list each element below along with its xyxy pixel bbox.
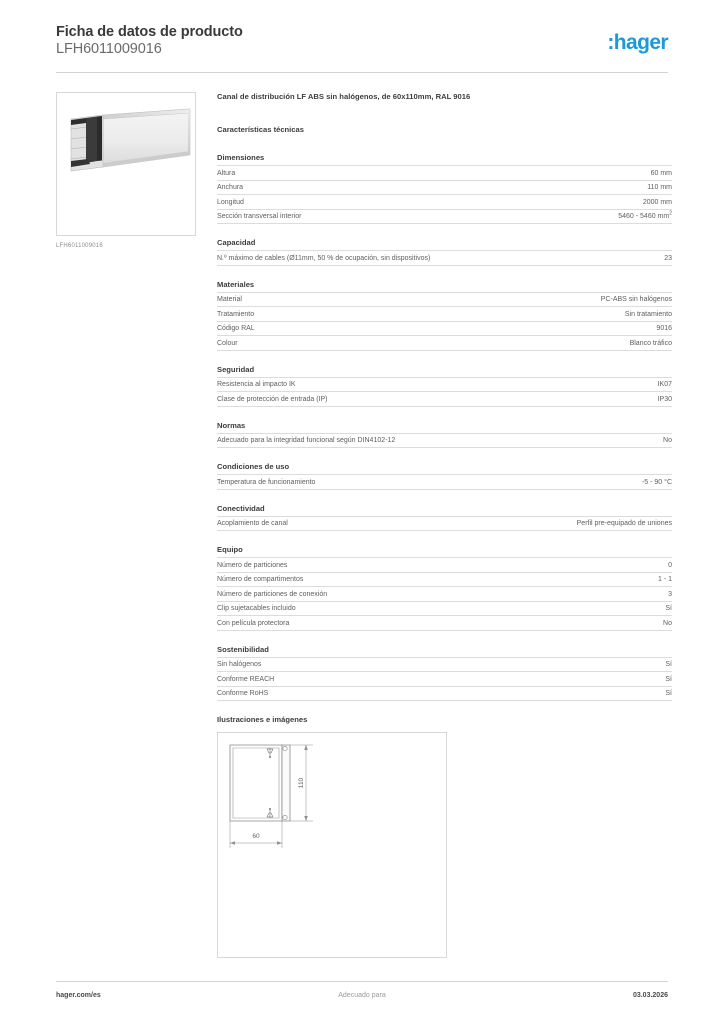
table-row <box>217 558 672 573</box>
spec-group-title: Materiales <box>217 279 255 289</box>
spec-label: Clip sujetacables incluido <box>217 601 504 616</box>
spec-value: 9016 <box>504 321 672 336</box>
spec-value: 2000 mm <box>504 195 672 210</box>
spec-group <box>217 462 672 490</box>
table-row <box>217 180 672 195</box>
table-row <box>217 516 672 531</box>
page-title: Ficha de datos de producto <box>56 24 243 40</box>
product-reference: LFH6011009016 <box>56 41 162 57</box>
table-row <box>217 321 672 336</box>
table-row <box>217 686 672 701</box>
spec-table <box>217 292 672 351</box>
table-row <box>217 292 672 307</box>
spec-group-title: Seguridad <box>217 364 255 374</box>
header-divider <box>56 72 668 73</box>
table-row <box>217 166 672 181</box>
spec-group <box>217 365 672 407</box>
spec-group <box>217 421 672 449</box>
footer-website[interactable]: hager.com/es <box>56 992 101 999</box>
spec-value: 23 <box>504 251 672 266</box>
spec-group <box>217 153 672 224</box>
spec-table <box>217 516 672 532</box>
table-row <box>217 433 672 448</box>
spec-label: Tratamiento <box>217 307 504 322</box>
hager-logo: :hager <box>607 31 668 54</box>
spec-group-title: Normas <box>217 420 246 430</box>
spec-value: 3 <box>504 587 672 602</box>
drawing-width-label: 60 <box>252 833 260 840</box>
page-footer <box>56 992 668 1006</box>
spec-group <box>217 280 672 351</box>
spec-value-text: 5460 - 5460 mm <box>618 213 670 221</box>
table-row <box>217 475 672 490</box>
spec-label: Sin halógenos <box>217 657 504 672</box>
spec-value: Blanco tráfico <box>504 336 672 351</box>
spec-label: Acoplamiento de canal <box>217 516 504 531</box>
page-header <box>56 24 668 72</box>
spec-group <box>217 645 672 702</box>
spec-group-title: Dimensiones <box>217 153 265 162</box>
spec-label: Colour <box>217 336 504 351</box>
spec-group-title: Condiciones de uso <box>217 462 290 471</box>
table-row <box>217 601 672 616</box>
spec-group <box>217 504 672 532</box>
product-photo <box>56 92 196 236</box>
spec-value-superscript: 2 <box>669 210 672 217</box>
spec-group-title: Equipo <box>217 545 243 554</box>
spec-group-title: Sostenibilidad <box>217 644 269 654</box>
table-row <box>217 336 672 351</box>
technical-characteristics-heading: Características técnicas <box>217 125 304 134</box>
spec-value: Perfil pre-equipado de uniones <box>504 516 672 531</box>
table-row <box>217 307 672 322</box>
spec-value: Sí <box>504 672 672 687</box>
spec-value: 60 mm <box>504 166 672 181</box>
spec-value: Sí <box>504 686 672 701</box>
spec-value: No <box>504 433 672 448</box>
spec-label: Resistencia al impacto IK <box>217 377 504 392</box>
product-name: Canal de distribución LF ABS sin halógenos, de 60x110mm, RAL 9016 <box>217 92 471 101</box>
spec-label: Conforme REACH <box>217 672 504 687</box>
spec-table <box>217 165 672 224</box>
table-row <box>217 251 672 266</box>
main-content <box>217 92 672 958</box>
spec-table <box>217 377 672 407</box>
spec-label: N.º máximo de cables (Ø11mm, 50 % de ocupación, sin dispositivos) <box>217 251 504 266</box>
spec-table <box>217 557 672 631</box>
table-row <box>217 616 672 631</box>
spec-group <box>217 545 672 631</box>
table-row <box>217 392 672 407</box>
spec-value: PC-ABS sin halógenos <box>504 292 672 307</box>
spec-label: Temperatura de funcionamiento <box>217 475 504 490</box>
table-row <box>217 572 672 587</box>
technical-drawing-svg <box>218 733 446 957</box>
spec-value: IP30 <box>504 392 672 407</box>
spec-label: Número de compartimentos <box>217 572 504 587</box>
spec-value: Sin tratamiento <box>504 307 672 322</box>
spec-label: Material <box>217 292 504 307</box>
spec-label: Longitud <box>217 195 504 210</box>
spec-table <box>217 433 672 449</box>
spec-value <box>504 209 672 224</box>
spec-label: Código RAL <box>217 321 504 336</box>
spec-label: Número de particiones <box>217 558 504 573</box>
spec-value: IK07 <box>504 377 672 392</box>
spec-group-title: Conectividad <box>217 503 265 513</box>
spec-value: Sí <box>504 601 672 616</box>
table-row <box>217 657 672 672</box>
spec-label: Número de particiones de conexión <box>217 587 504 602</box>
product-photo-image <box>57 93 195 235</box>
spec-label: Adecuado para la integridad funcional según DIN4102-12 <box>217 433 504 448</box>
spec-value: 110 mm <box>504 180 672 195</box>
spec-table <box>217 657 672 702</box>
specifications-container <box>217 153 672 701</box>
spec-value: -5 - 90 °C <box>504 475 672 490</box>
table-row <box>217 377 672 392</box>
footer-note: Adecuado para <box>338 992 386 999</box>
spec-value: 1 - 1 <box>504 572 672 587</box>
spec-label: Clase de protección de entrada (IP) <box>217 392 504 407</box>
footer-divider <box>56 981 668 982</box>
spec-group-title: Capacidad <box>217 238 256 247</box>
table-row <box>217 209 672 224</box>
spec-table <box>217 474 672 490</box>
illustrations-heading: Ilustraciones e imágenes <box>217 715 308 724</box>
spec-label: Anchura <box>217 180 504 195</box>
product-photo-caption: LFH6011009016 <box>56 243 103 249</box>
spec-value: Sí <box>504 657 672 672</box>
spec-label: Sección transversal interior <box>217 209 504 224</box>
table-row <box>217 587 672 602</box>
technical-drawing <box>217 732 447 958</box>
spec-value: 0 <box>504 558 672 573</box>
spec-value: No <box>504 616 672 631</box>
table-row <box>217 672 672 687</box>
spec-label: Con película protectora <box>217 616 504 631</box>
table-row <box>217 195 672 210</box>
footer-date: 03.03.2026 <box>632 992 668 999</box>
spec-label: Conforme RoHS <box>217 686 504 701</box>
spec-group <box>217 238 672 266</box>
spec-label: Altura <box>217 166 504 181</box>
spec-table <box>217 250 672 266</box>
drawing-height-label: 110 <box>298 777 305 789</box>
